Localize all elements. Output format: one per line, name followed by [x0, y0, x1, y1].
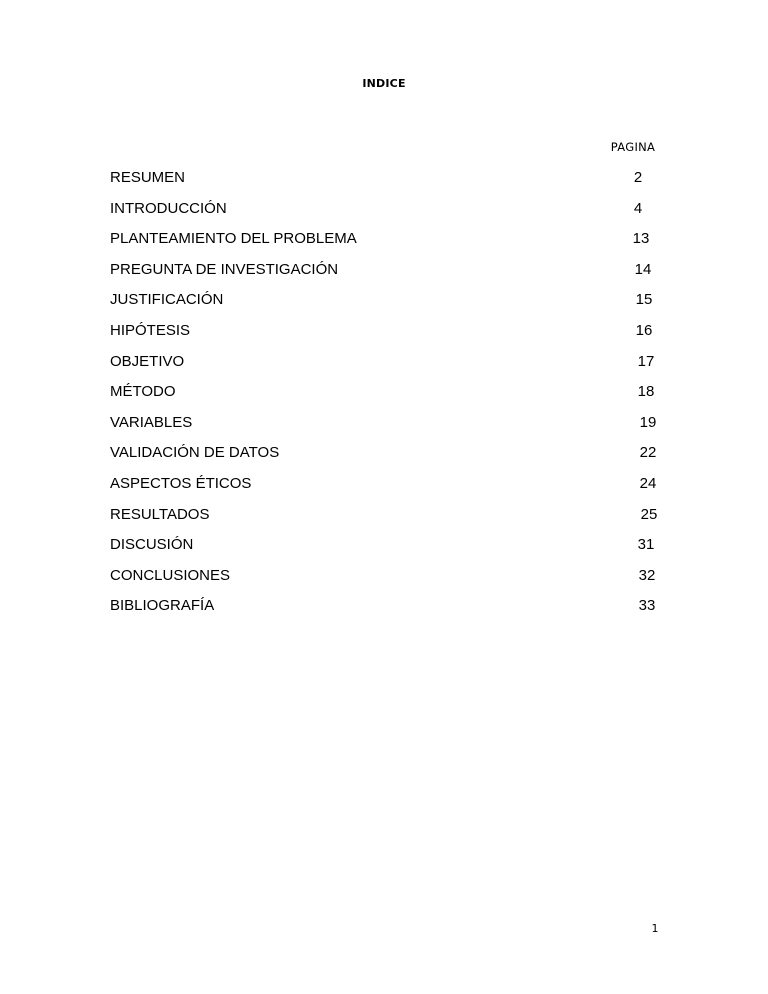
toc-entry [110, 199, 670, 230]
toc-entry-title: DISCUSIÓN [110, 536, 194, 554]
toc-entry-title: RESUMEN [110, 169, 186, 186]
toc-entry-page: 16 [635, 321, 653, 339]
toc-entry [110, 443, 670, 474]
toc-entry-title: MÉTODO [110, 383, 176, 401]
toc-entry [110, 596, 670, 627]
toc-entry [110, 321, 670, 352]
toc-entry [110, 290, 670, 321]
toc-entry-page: 17 [637, 352, 655, 370]
toc-entry-title: OBJETIVO [110, 352, 185, 370]
toc-entry-page: 4 [633, 199, 643, 217]
toc-entry-page: 2 [633, 169, 643, 186]
toc-entry-page: 24 [639, 474, 657, 492]
toc-entry-page: 19 [639, 413, 657, 431]
toc-entry [110, 413, 670, 444]
toc-entry-page: 33 [638, 597, 656, 615]
toc-entry-title: CONCLUSIONES [110, 566, 231, 584]
toc-entry-page: 32 [638, 566, 656, 584]
toc-entry-title: HIPÓTESIS [110, 321, 191, 339]
toc-entry-title: BIBLIOGRAFÍA [110, 597, 215, 615]
page-column-header: PAGINA [610, 140, 656, 154]
toc-entry-title: VALIDACIÓN DE DATOS [110, 444, 280, 462]
toc-entry-title: PLANTEAMIENTO DEL PROBLEMA [110, 230, 357, 248]
toc-entry [110, 535, 670, 566]
toc-entry [110, 505, 670, 536]
toc-entry-title: VARIABLES [110, 413, 193, 431]
toc-entry-page: 18 [637, 383, 655, 401]
toc-entry [110, 168, 670, 199]
toc-entry-title: INTRODUCCIÓN [110, 199, 227, 217]
toc-entry-title: ASPECTOS ÉTICOS [110, 474, 252, 492]
toc-entry [110, 260, 670, 291]
toc-entry-page: 14 [634, 260, 652, 278]
toc-entry [110, 352, 670, 383]
page-number: 1 [651, 922, 659, 935]
toc-entry-title: RESULTADOS [110, 505, 210, 523]
toc-entry-page: 15 [635, 291, 653, 309]
toc-entry [110, 474, 670, 505]
toc-entry [110, 566, 670, 597]
toc-entry [110, 382, 670, 413]
toc-entry-page: 25 [640, 505, 658, 523]
table-of-contents [110, 168, 670, 627]
toc-entry-page: 31 [637, 536, 655, 554]
toc-entry-title: JUSTIFICACIÓN [110, 291, 224, 309]
toc-entry [110, 229, 670, 260]
toc-entry-page: 22 [639, 444, 657, 462]
page-title: INDICE [362, 77, 406, 90]
toc-entry-title: PREGUNTA DE INVESTIGACIÓN [110, 260, 339, 278]
toc-entry-page: 13 [632, 230, 650, 248]
